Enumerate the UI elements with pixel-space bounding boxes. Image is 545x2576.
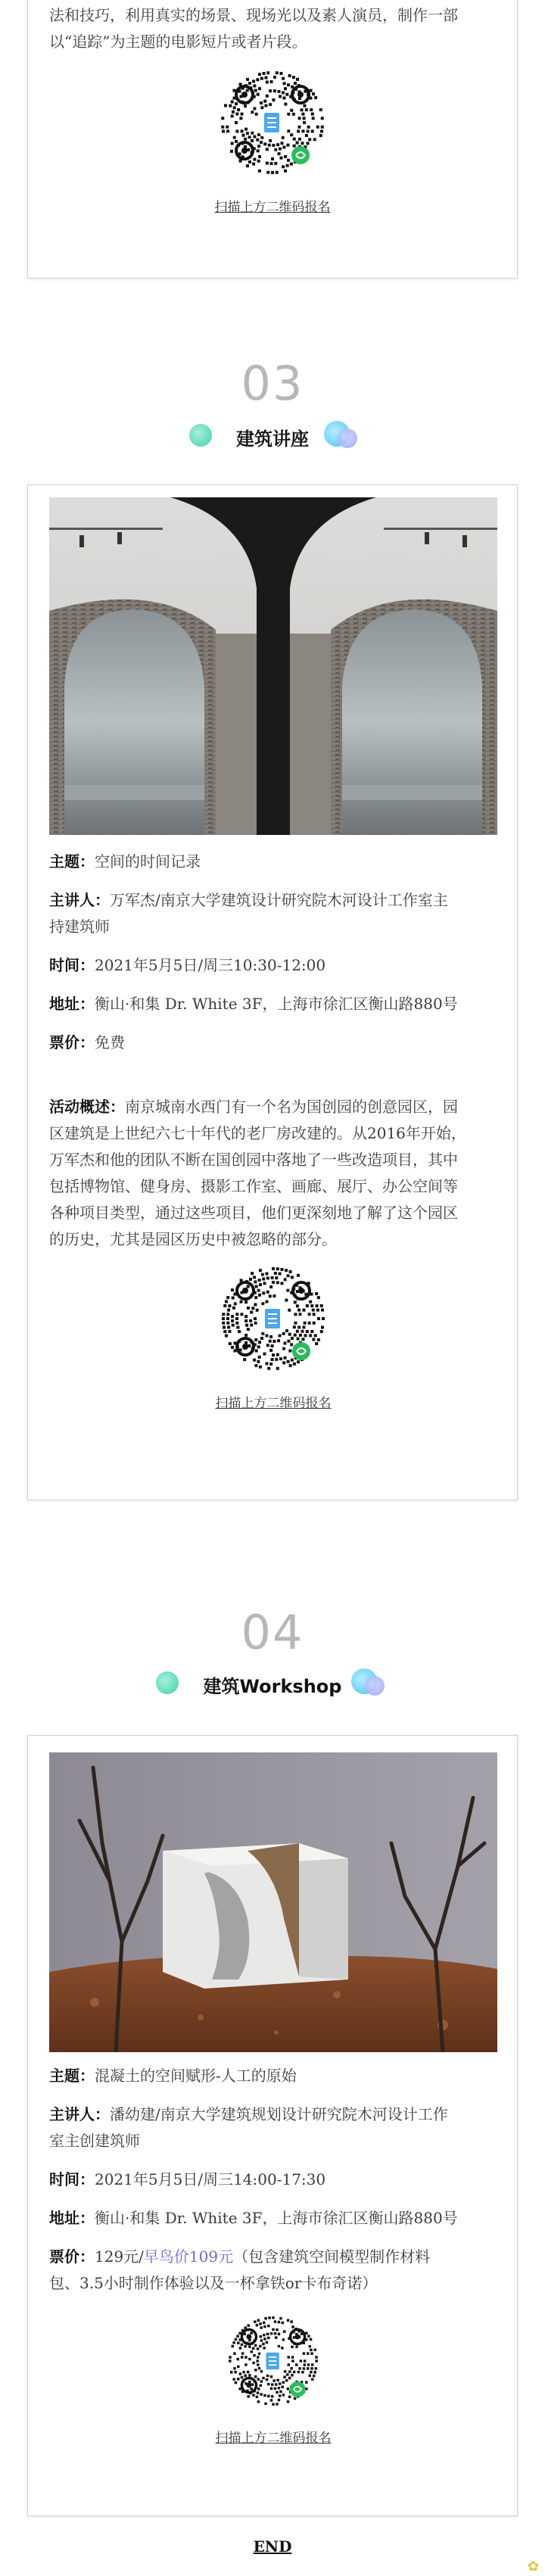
workshop-card-04 — [27, 1735, 518, 2516]
workshop-theme: 主题：混凝土的空间赋形-人工的原始 — [49, 2067, 297, 2085]
lecture-speaker: 主讲人：万军杰/南京大学建筑设计研究院木河设计工作室主 持建筑师 — [49, 891, 448, 936]
lecture-card-03 — [27, 484, 518, 1500]
intro-line-1: 法和技巧，利用真实的场景、现场光以及素人演员，制作一部 — [49, 6, 458, 24]
qr-code[interactable] — [216, 1262, 330, 1375]
section-title-row-04 — [0, 1665, 545, 1703]
workshop-speaker: 主讲人：潘幼建/南京大学建筑规划设计研究院木河设计工作 室主创建筑师 — [49, 2105, 448, 2150]
bubble-decoration-icon — [338, 428, 357, 448]
qr-code[interactable] — [216, 66, 329, 179]
lecture-photo — [49, 497, 497, 835]
scan-qr-link[interactable]: 扫描上方二维码报名 — [214, 200, 331, 215]
early-bird-price: 早鸟价109元 — [143, 2247, 234, 2266]
end-marker: END — [253, 2537, 292, 2556]
intro-line-2: 以“追踪”为主题的电影短片或者片段。 — [49, 33, 307, 51]
workshop-price: 票价：129元/早鸟价109元（包含建筑空间模型制作材料 包、3.5小时制作体验以及一杯拿铁or卡布奇诺） — [49, 2247, 431, 2292]
section-title-04: 建筑Workshop — [203, 1676, 342, 1697]
lecture-overview: 活动概述：南京城南水西门有一个名为国创园的创意园区，园 区建筑是上世纪六七十年代的老厂房改建的。从2016年开始， 万军杰和他的团队不断在国创园中落地了一些改造项目，其中 包括博物馆、健身房、摄影工作室、画廊、展厅、办公空间等 各种项目类型，通过这些项目，他们更深刻地了解了这个园区 的历史，尤其是园区历史中被忽略的部分。 — [49, 1098, 466, 1248]
section-number-04: 04 — [241, 1605, 304, 1660]
workshop-photo — [49, 1752, 497, 2052]
section-title-row-03 — [0, 418, 545, 456]
section-number-03: 03 — [241, 356, 304, 411]
lecture-price: 票价：免费 — [49, 1033, 125, 1051]
lecture-address: 地址：衡山·和集 Dr. White 3F，上海市徐汇区衡山路880号 — [49, 995, 458, 1013]
scan-qr-link[interactable]: 扫描上方二维码报名 — [215, 1396, 332, 1411]
lecture-time: 时间：2021年5月5日/周三10:30-12:00 — [49, 956, 326, 974]
bee-icon: ✿ — [527, 2559, 539, 2574]
workshop-card-02 — [27, 0, 518, 279]
scan-qr-link[interactable]: 扫描上方二维码报名 — [215, 2431, 332, 2446]
workshop-time: 时间：2021年5月5日/周三14:00-17:30 — [49, 2170, 326, 2188]
bubble-decoration-icon — [365, 1676, 385, 1696]
qr-code[interactable] — [224, 2312, 322, 2410]
lecture-theme: 主题：空间的时间记录 — [49, 852, 201, 871]
section-title-03: 建筑讲座 — [236, 428, 309, 450]
workshop-address: 地址：衡山·和集 Dr. White 3F，上海市徐汇区衡山路880号 — [49, 2209, 458, 2227]
